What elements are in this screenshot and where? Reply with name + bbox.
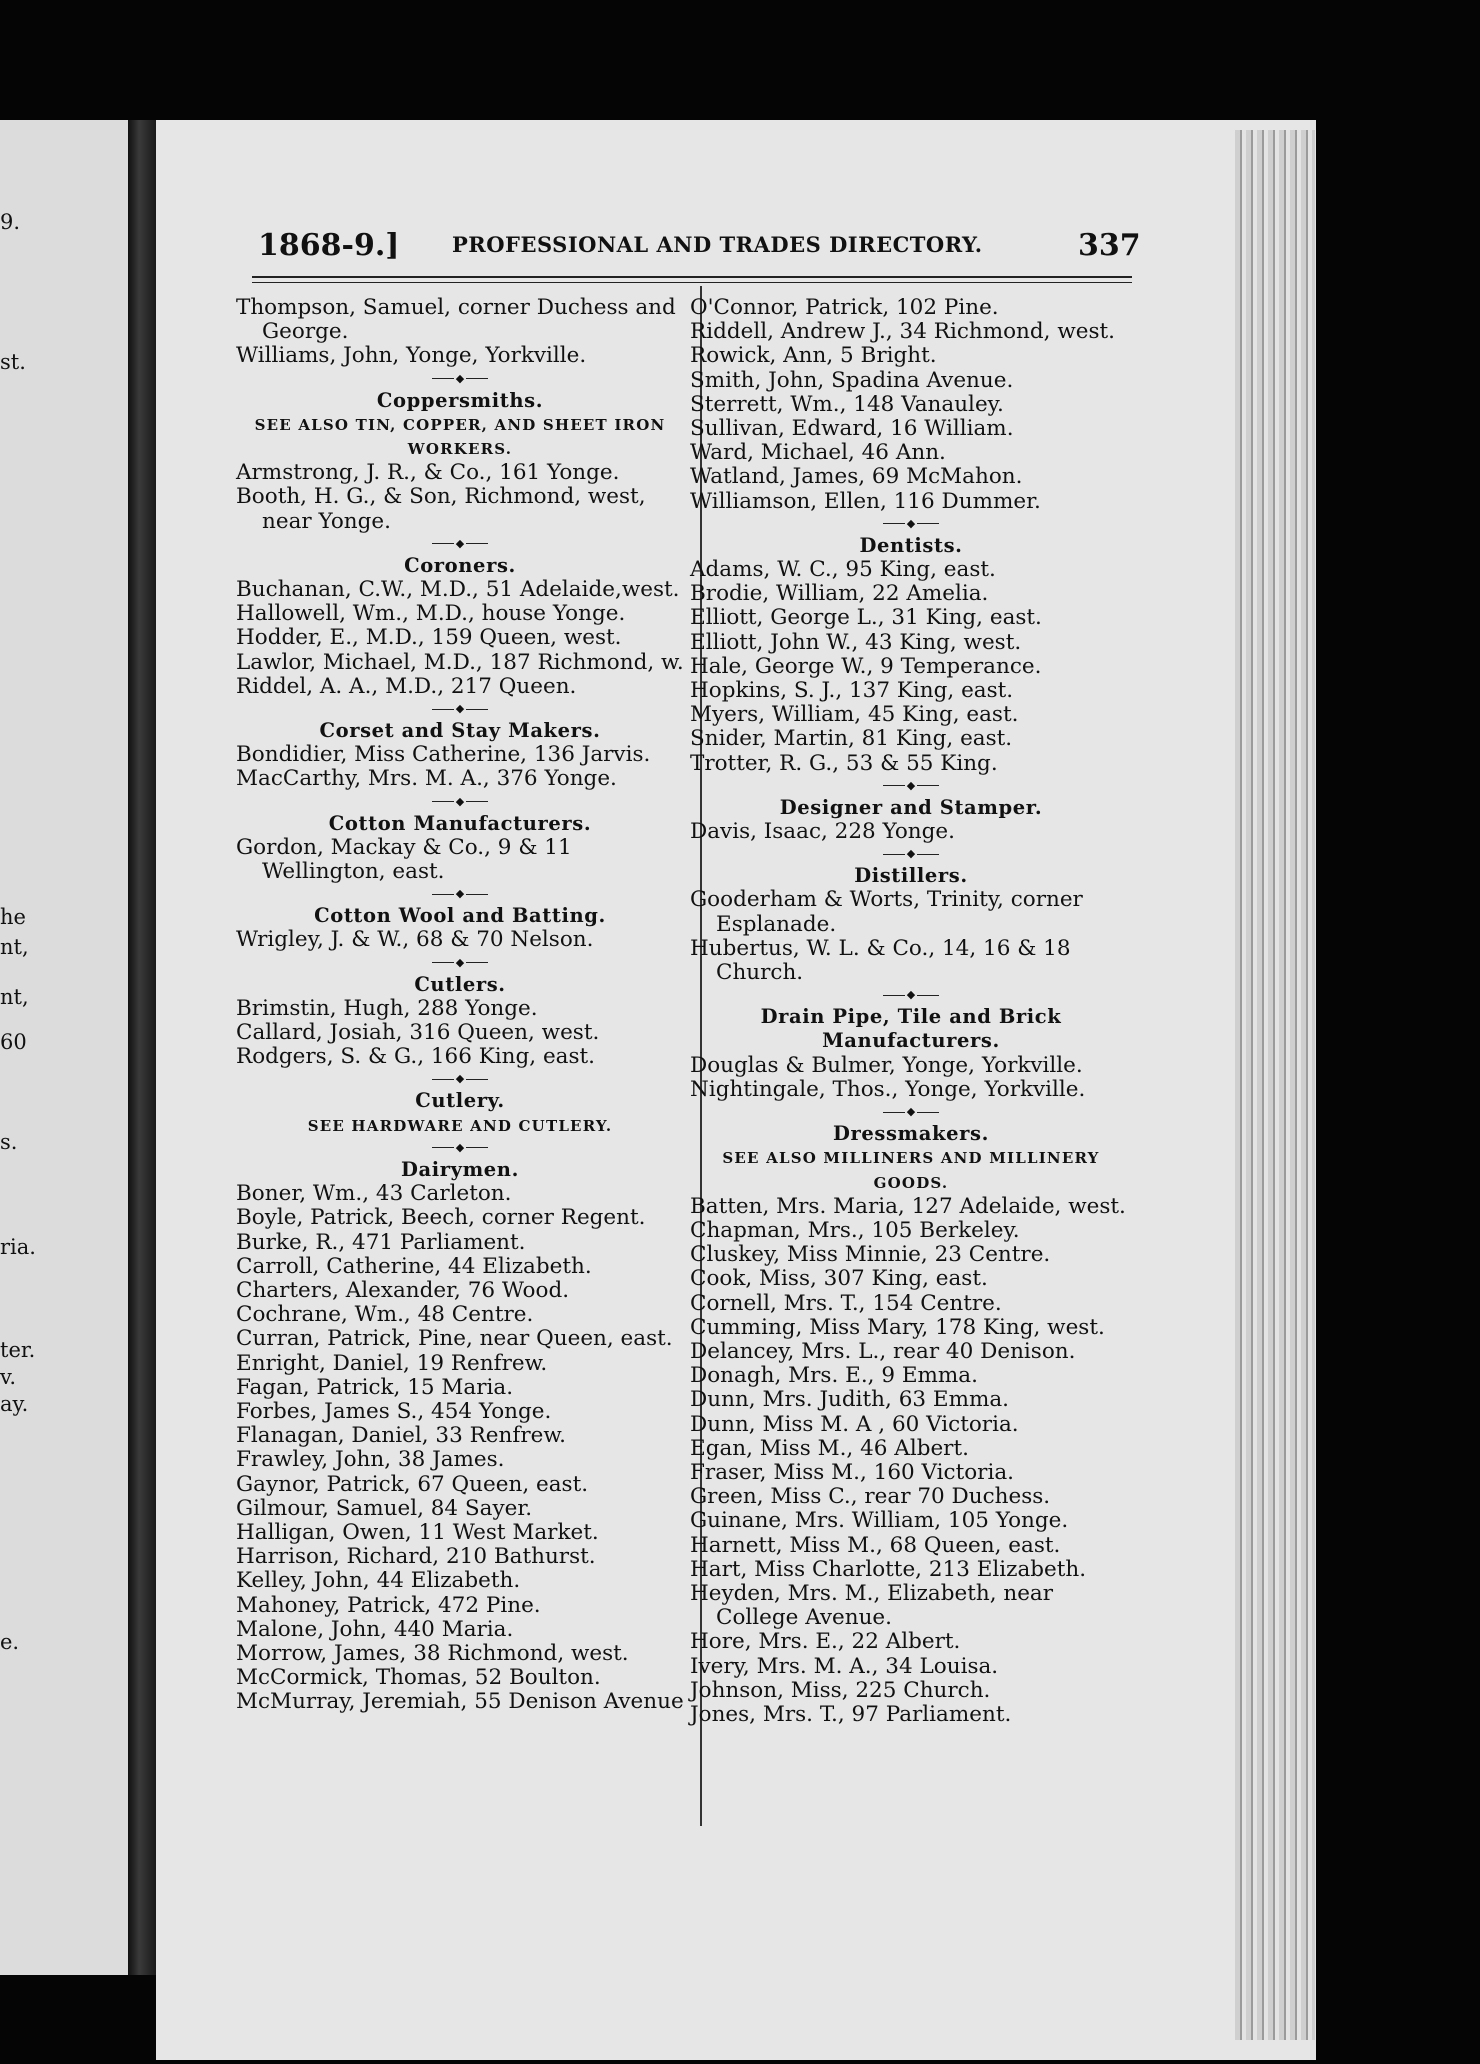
directory-entry: Charters, Alexander, 76 Wood. xyxy=(236,1277,570,1303)
section-ornament: ◆ xyxy=(690,844,1132,864)
directory-entry: Dunn, Miss M. A , 60 Victoria. xyxy=(690,1411,1019,1437)
directory-entry: Ward, Michael, 46 Ann. xyxy=(690,440,946,466)
directory-entry: Douglas & Bulmer, Yonge, Yorkville. xyxy=(690,1052,1083,1078)
directory-entry: Hart, Miss Charlotte, 213 Elizabeth. xyxy=(690,1556,1087,1582)
page-number: 337 xyxy=(1078,228,1141,263)
header-rule xyxy=(252,276,1132,278)
directory-entry: Gordon, Mackay & Co., 9 & 11 Wellington, east. xyxy=(236,834,572,885)
margin-fragment: s. xyxy=(0,1130,18,1154)
directory-entry: Buchanan, C.W., M.D., 51 Adelaide,west. xyxy=(236,577,680,603)
margin-fragment: ria. xyxy=(0,1235,36,1259)
directory-entry: Hale, George W., 9 Temperance. xyxy=(690,653,1042,679)
directory-entry: Watland, James, 69 McMahon. xyxy=(690,464,1023,490)
cross-reference: SEE HARDWARE AND CUTLERY. xyxy=(307,1116,613,1135)
directory-entry: Heyden, Mrs. M., Elizabeth, near College Avenue. xyxy=(690,1580,1054,1631)
directory-entry: McMurray, Jeremiah, 55 Denison Avenue xyxy=(236,1689,684,1715)
margin-fragment: st. xyxy=(0,350,26,374)
directory-entry: Cumming, Miss Mary, 178 King, west. xyxy=(690,1314,1105,1340)
section-ornament: ◆ xyxy=(236,953,684,973)
directory-entry: Egan, Miss M., 46 Albert. xyxy=(690,1435,969,1461)
section-heading: Cutlery. xyxy=(415,1089,505,1113)
margin-fragment: nt, xyxy=(0,935,29,959)
directory-entry: Thompson, Samuel, corner Duchess and George. xyxy=(236,295,676,345)
section-ornament: ◆ xyxy=(236,884,684,904)
directory-entry: Myers, William, 45 King, east. xyxy=(690,702,1019,728)
directory-entry: Riddel, A. A., M.D., 217 Queen. xyxy=(236,673,577,699)
directory-entry: Fraser, Miss M., 160 Victoria. xyxy=(690,1459,1014,1485)
directory-entry: Enright, Daniel, 19 Renfrew. xyxy=(236,1350,548,1376)
directory-entry: Harrison, Richard, 210 Bathurst. xyxy=(236,1544,596,1570)
directory-entry: Cluskey, Miss Minnie, 23 Centre. xyxy=(690,1242,1051,1268)
directory-entry: Gooderham & Worts, Trinity, corner Esplanade. xyxy=(690,887,1083,937)
cross-reference: SEE ALSO MILLINERS AND MILLINERY GOODS. xyxy=(722,1149,1100,1192)
directory-entry: Forbes, James S., 454 Yonge. xyxy=(236,1398,552,1424)
header-rule-thin xyxy=(252,282,1132,283)
margin-fragment: e. xyxy=(0,1630,20,1654)
directory-entry: Hodder, E., M.D., 159 Queen, west. xyxy=(236,625,622,651)
directory-entry: Fagan, Patrick, 15 Maria. xyxy=(236,1374,514,1400)
directory-entry: Green, Miss C., rear 70 Duchess. xyxy=(690,1484,1051,1510)
directory-entry: Boyle, Patrick, Beech, corner Regent. xyxy=(236,1205,646,1231)
directory-entry: Gaynor, Patrick, 67 Queen, east. xyxy=(236,1471,589,1497)
directory-entry: Armstrong, J. R., & Co., 161 Yonge. xyxy=(236,460,620,486)
directory-entry: Gilmour, Samuel, 84 Sayer. xyxy=(236,1495,533,1521)
directory-entry: Batten, Mrs. Maria, 127 Adelaide, west. xyxy=(690,1193,1126,1219)
directory-entry: McCormick, Thomas, 52 Boulton. xyxy=(236,1665,601,1691)
directory-entry: Jones, Mrs. T., 97 Parliament. xyxy=(690,1701,1012,1727)
section-heading: Cutlers. xyxy=(414,972,506,996)
margin-fragment: 9. xyxy=(0,210,21,234)
directory-entry: MacCarthy, Mrs. M. A., 376 Yonge. xyxy=(236,766,617,792)
left-column xyxy=(236,296,684,1715)
directory-entry: Williamson, Ellen, 116 Dummer. xyxy=(690,488,1041,514)
directory-entry: Bondidier, Miss Catherine, 136 Jarvis. xyxy=(236,742,651,768)
directory-entry: Nightingale, Thos., Yonge, Yorkville. xyxy=(690,1076,1086,1102)
section-heading: Coroners. xyxy=(404,553,516,577)
directory-entry: Rowick, Ann, 5 Bright. xyxy=(690,343,937,369)
directory-entry: Morrow, James, 38 Richmond, west. xyxy=(236,1640,629,1666)
section-heading: Designer and Stamper. xyxy=(779,795,1043,819)
section-heading: Corset and Stay Makers. xyxy=(319,719,601,743)
margin-fragment: 60 xyxy=(0,1030,27,1054)
directory-entry: Sullivan, Edward, 16 William. xyxy=(690,416,1014,442)
directory-entry: Kelley, John, 44 Elizabeth. xyxy=(236,1568,521,1594)
section-heading: Distillers. xyxy=(854,864,968,888)
section-ornament: ◆ xyxy=(690,1102,1132,1122)
directory-entry: Wrigley, J. & W., 68 & 70 Nelson. xyxy=(236,927,594,953)
running-head-year: 1868-9.] xyxy=(258,228,400,263)
directory-entry: Williams, John, Yonge, Yorkville. xyxy=(236,343,587,369)
section-ornament: ◆ xyxy=(690,776,1132,796)
directory-entry: Callard, Josiah, 316 Queen, west. xyxy=(236,1020,600,1046)
section-ornament: ◆ xyxy=(236,534,684,554)
directory-entry: Ivery, Mrs. M. A., 34 Louisa. xyxy=(690,1653,999,1679)
directory-entry: Booth, H. G., & Son, Richmond, west, near Yonge. xyxy=(236,484,646,534)
book-gutter xyxy=(128,120,156,1975)
directory-entry: Johnson, Miss, 225 Church. xyxy=(690,1677,991,1703)
directory-entry: Cook, Miss, 307 King, east. xyxy=(690,1266,988,1292)
directory-entry: Guinane, Mrs. William, 105 Yonge. xyxy=(690,1508,1069,1534)
directory-entry: Snider, Martin, 81 King, east. xyxy=(690,726,1013,752)
section-ornament: ◆ xyxy=(236,1069,684,1089)
directory-entry: Carroll, Catherine, 44 Elizabeth. xyxy=(236,1253,592,1279)
section-heading: Dairymen. xyxy=(401,1157,519,1181)
directory-entry: Elliott, George L., 31 King, east. xyxy=(690,605,1042,631)
directory-entry: Brimstin, Hugh, 288 Yonge. xyxy=(236,995,538,1021)
directory-entry: Donagh, Mrs. E., 9 Emma. xyxy=(690,1363,978,1389)
directory-entry: Malone, John, 440 Maria. xyxy=(236,1616,514,1642)
right-column xyxy=(690,296,1132,1727)
section-ornament: ◆ xyxy=(690,985,1132,1005)
margin-fragment: ter. xyxy=(0,1338,36,1362)
page-edge-stack xyxy=(1235,130,1315,2040)
directory-entry: Riddell, Andrew J., 34 Richmond, west. xyxy=(690,319,1115,345)
directory-entry: Mahoney, Patrick, 472 Pine. xyxy=(236,1592,541,1618)
section-heading: Coppersmiths. xyxy=(376,388,544,412)
directory-entry: Sterrett, Wm., 148 Vanauley. xyxy=(690,391,1004,417)
directory-entry: Adams, W. C., 95 King, east. xyxy=(690,557,996,583)
directory-entry: Elliott, John W., 43 King, west. xyxy=(690,629,1022,655)
section-heading: Cotton Manufacturers. xyxy=(328,811,592,835)
directory-entry: Burke, R., 471 Parliament. xyxy=(236,1229,526,1255)
margin-fragment: v. xyxy=(0,1365,17,1389)
section-heading: Cotton Wool and Batting. xyxy=(314,904,606,928)
directory-entry: Lawlor, Michael, M.D., 187 Richmond, w. xyxy=(236,649,684,675)
directory-entry: Hallowell, Wm., M.D., house Yonge. xyxy=(236,601,626,627)
section-ornament: ◆ xyxy=(236,699,684,719)
directory-entry: Harnett, Miss M., 68 Queen, east. xyxy=(690,1532,1061,1558)
directory-entry: Dunn, Mrs. Judith, 63 Emma. xyxy=(690,1387,1010,1413)
margin-fragment: he xyxy=(0,905,26,929)
directory-entry: Davis, Isaac, 228 Yonge. xyxy=(690,819,955,845)
running-head-title: PROFESSIONAL AND TRADES DIRECTORY. xyxy=(452,232,983,257)
directory-entry: Halligan, Owen, 11 West Market. xyxy=(236,1519,599,1545)
directory-entry: Hore, Mrs. E., 22 Albert. xyxy=(690,1629,961,1655)
section-heading: Dentists. xyxy=(859,533,963,557)
directory-entry: Curran, Patrick, Pine, near Queen, east. xyxy=(236,1326,673,1352)
directory-entry: Chapman, Mrs., 105 Berkeley. xyxy=(690,1217,1020,1243)
directory-entry: Flanagan, Daniel, 33 Renfrew. xyxy=(236,1423,567,1449)
directory-entry: Brodie, William, 22 Amelia. xyxy=(690,581,989,607)
margin-fragment: ay. xyxy=(0,1392,29,1416)
margin-fragment: nt, xyxy=(0,985,29,1009)
section-heading: Drain Pipe, Tile and Brick Manufacturers. xyxy=(760,1005,1062,1053)
section-heading: Dressmakers. xyxy=(833,1122,989,1146)
section-ornament: ◆ xyxy=(236,369,684,389)
directory-entry: Cornell, Mrs. T., 154 Centre. xyxy=(690,1290,1002,1316)
directory-entry: O'Connor, Patrick, 102 Pine. xyxy=(690,295,999,320)
directory-entry: Trotter, R. G., 53 & 55 King. xyxy=(690,750,998,776)
directory-entry: Hubertus, W. L. & Co., 14, 16 & 18 Church. xyxy=(690,935,1071,986)
directory-entry: Delancey, Mrs. L., rear 40 Denison. xyxy=(690,1338,1076,1364)
section-ornament: ◆ xyxy=(236,1138,684,1158)
directory-entry: Frawley, John, 38 James. xyxy=(236,1447,505,1473)
directory-entry: Hopkins, S. J., 137 King, east. xyxy=(690,678,1014,704)
directory-entry: Cochrane, Wm., 48 Centre. xyxy=(236,1302,534,1328)
directory-entry: Rodgers, S. & G., 166 King, east. xyxy=(236,1044,596,1070)
directory-entry: Smith, John, Spadina Avenue. xyxy=(690,367,1014,393)
section-ornament: ◆ xyxy=(236,792,684,812)
section-ornament: ◆ xyxy=(690,514,1132,534)
cross-reference: SEE ALSO TIN, COPPER, AND SHEET IRON WORKERS. xyxy=(254,415,666,459)
directory-entry: Boner, Wm., 43 Carleton. xyxy=(236,1181,512,1207)
